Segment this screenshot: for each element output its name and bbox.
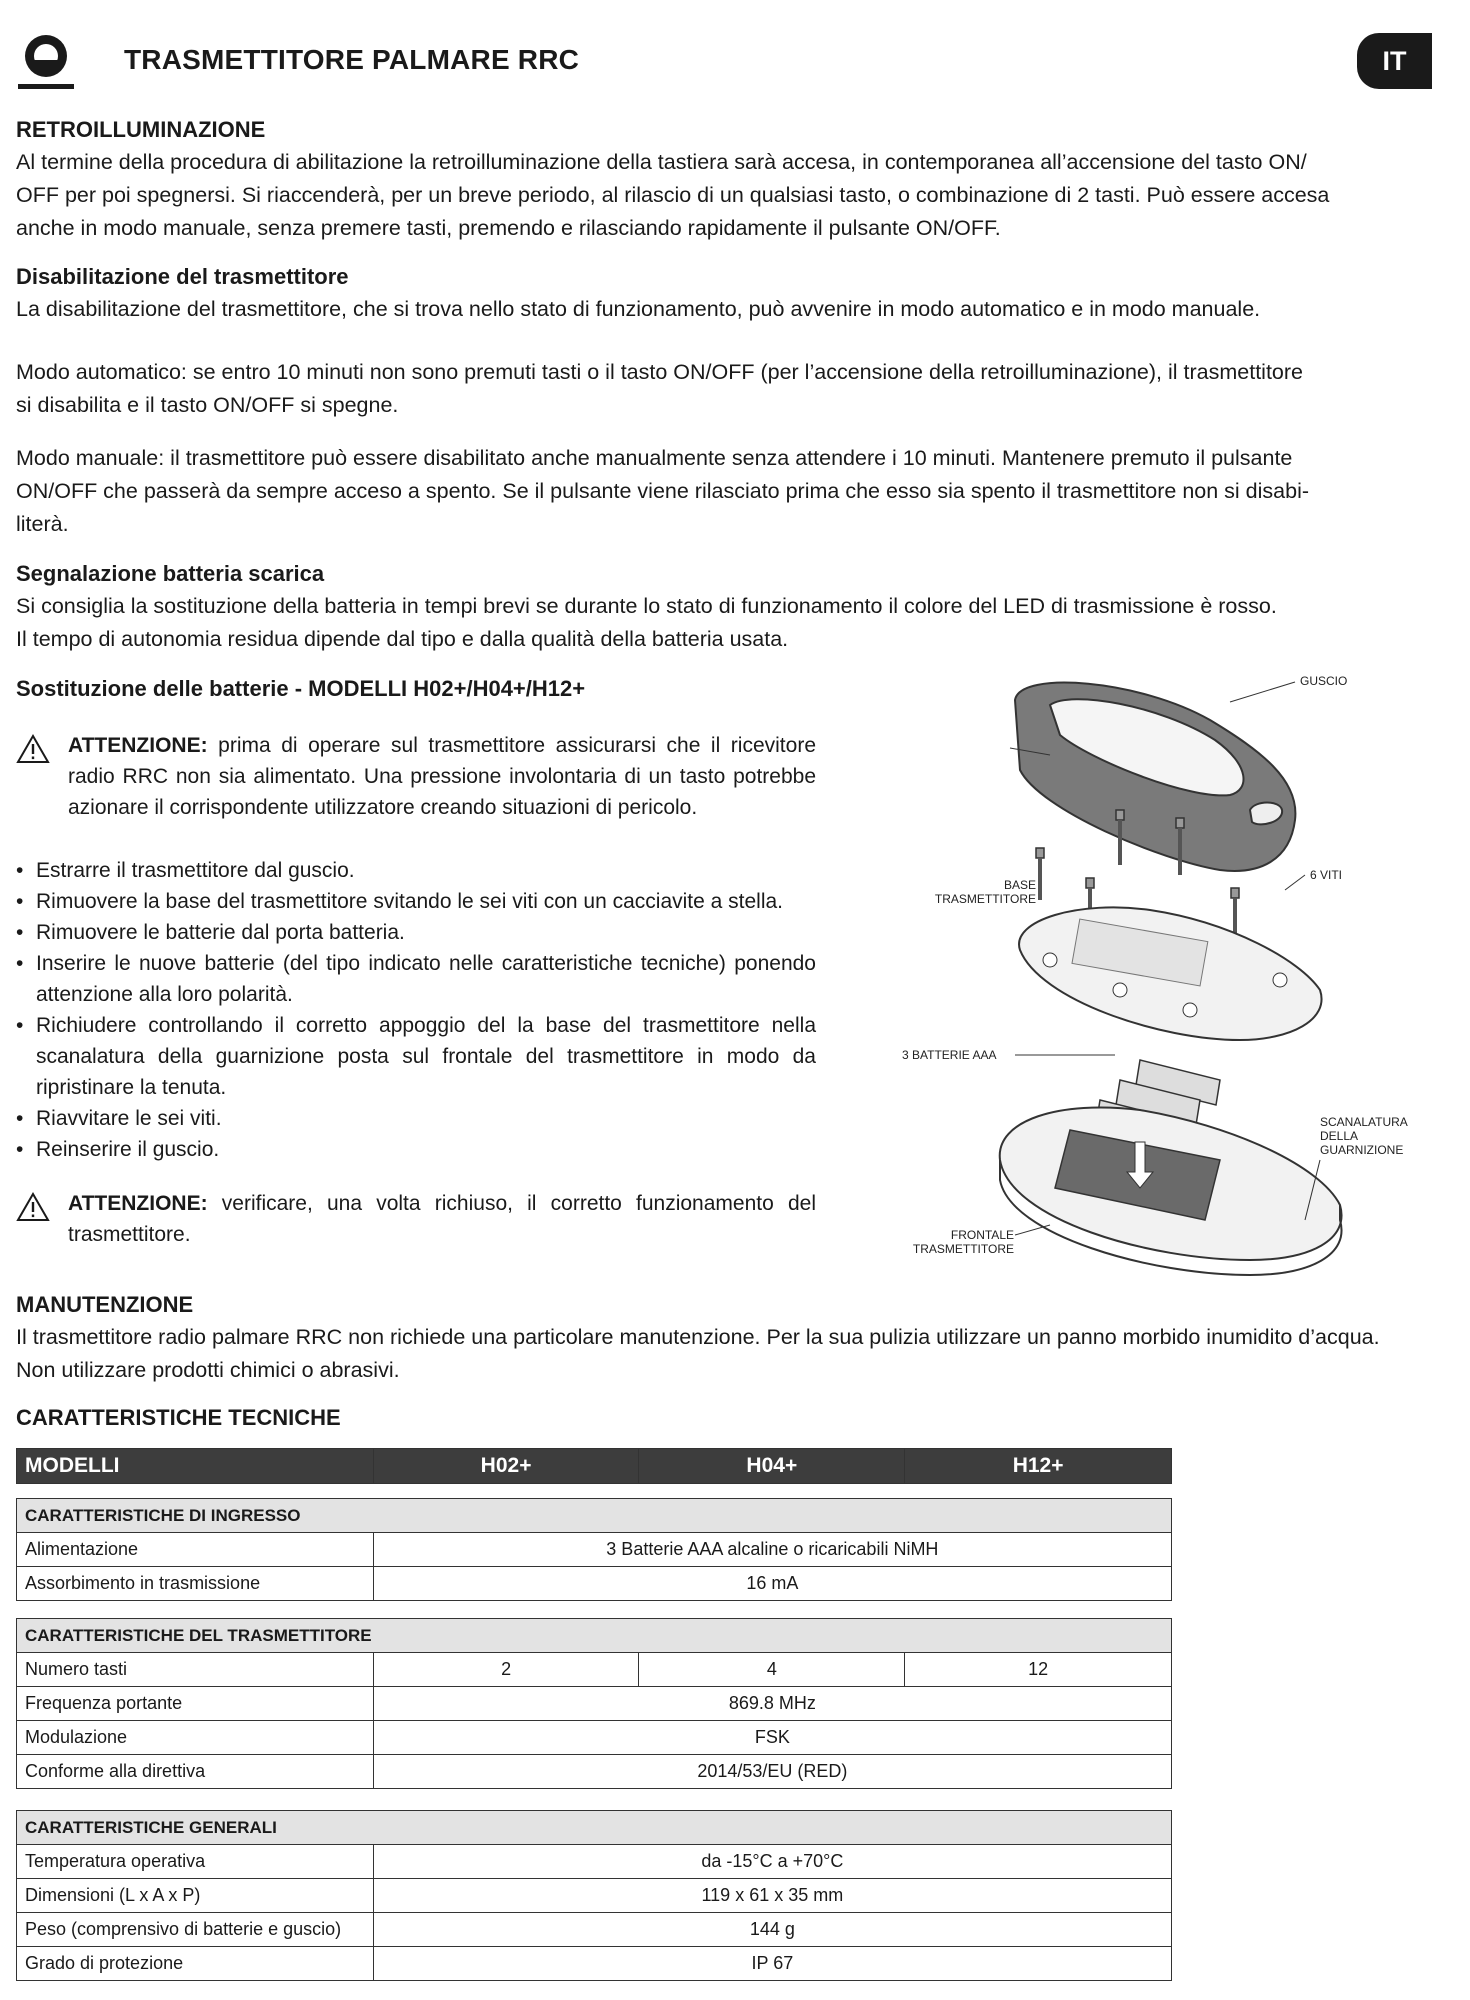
warning-text: verificare, una volta richiuso, il corretto funzionamento del trasmettitore. xyxy=(68,1192,816,1246)
warning-label: ATTENZIONE: xyxy=(68,1192,208,1215)
label-tre-batterie: 3 BATTERIE AAA xyxy=(902,1048,997,1062)
paragraph-line: anche in modo manuale, senza premere tasti, premendo e rilasciando rapidamente il pulsante ON/OFF. xyxy=(16,216,1001,240)
warning-block-2 xyxy=(16,1188,816,1250)
list-item: • Riavvitare le sei viti. xyxy=(16,1103,816,1134)
table-cell: Temperatura operativa xyxy=(17,1845,374,1879)
models-header-table xyxy=(16,1448,1172,1484)
table-group-label: CARATTERISTICHE DEL TRASMETTITORE xyxy=(17,1619,1172,1653)
table-cell: Dimensioni (L x A x P) xyxy=(17,1879,374,1913)
table-row xyxy=(17,1653,1172,1687)
list-item: • Reinserire il guscio. xyxy=(16,1134,816,1165)
list-item: • Rimuovere la base del trasmettitore svitando le sei viti con un cacciavite a stella. xyxy=(16,886,816,917)
table-cell: Numero tasti xyxy=(17,1653,374,1687)
table-cell: Alimentazione xyxy=(17,1533,374,1567)
paragraph-line: Il trasmettitore radio palmare RRC non richiede una particolare manutenzione. Per la sua pulizia utilizzare un panno morbido inumidito d’acqua. xyxy=(16,1325,1380,1349)
table-cell: Assorbimento in trasmissione xyxy=(17,1567,374,1601)
table-row xyxy=(17,1721,1172,1755)
table-cell: 2014/53/EU (RED) xyxy=(373,1755,1171,1789)
table-row xyxy=(17,1811,1172,1845)
brand-logo xyxy=(14,30,78,94)
table-group-label: CARATTERISTICHE DI INGRESSO xyxy=(17,1499,1172,1533)
table-row xyxy=(17,1845,1172,1879)
warning-block-1 xyxy=(16,730,816,823)
section-manutenzione xyxy=(16,1288,1380,1387)
table-cell: Grado di protezione xyxy=(17,1947,374,1981)
input-specs-table xyxy=(16,1498,1172,1601)
section-heading: Sostituzione delle batterie - MODELLI H02+/H04+/H12+ xyxy=(16,676,586,701)
shell-drawing xyxy=(1015,683,1295,871)
table-cell: H12+ xyxy=(905,1449,1172,1484)
base-drawing xyxy=(1019,907,1322,1040)
warning-icon xyxy=(16,734,50,764)
table-row xyxy=(17,1619,1172,1653)
table-cell: 3 Batterie AAA alcaline o ricaricabili NiMH xyxy=(373,1533,1171,1567)
paragraph-modo-manuale xyxy=(16,442,1309,541)
table-cell: 12 xyxy=(905,1653,1172,1687)
table-group-label: CARATTERISTICHE GENERALI xyxy=(17,1811,1172,1845)
label-base-trasmettitore: BASE TRASMETTITORE xyxy=(934,878,1036,906)
table-cell: H04+ xyxy=(639,1449,905,1484)
warning-label: ATTENZIONE: xyxy=(68,734,208,757)
table-cell: da -15°C a +70°C xyxy=(373,1845,1171,1879)
warning-text: prima di operare sul trasmettitore assicurarsi che il ricevitore radio RRC non sia alimentato. Una pressione involontaria di un tasto potrebbe azionare il corrispondente utilizzatore creando situazioni di pericolo. xyxy=(68,734,816,819)
list-item: • Richiudere controllando il corretto appoggio del la base del trasmettitore nella scanalatura della guarnizione posta sul frontale del trasmettitore in modo da ripristinare la tenuta. xyxy=(16,1010,816,1103)
table-cell: H02+ xyxy=(373,1449,639,1484)
paragraph-line: Al termine della procedura di abilitazione la retroilluminazione della tastiera sarà accesa, in contemporanea all’accensione del tasto ON/ xyxy=(16,150,1307,174)
label-scanalatura-guarnizione: SCANALATURA DELLA GUARNIZIONE xyxy=(1320,1115,1408,1157)
table-cell: Conforme alla direttiva xyxy=(17,1755,374,1789)
table-row xyxy=(17,1947,1172,1981)
label-frontale-trasmettitore: FRONTALE TRASMETTITORE xyxy=(912,1228,1014,1256)
table-cell: 16 mA xyxy=(373,1567,1171,1601)
section-heading: MANUTENZIONE xyxy=(16,1292,194,1317)
table-cell: 4 xyxy=(639,1653,905,1687)
paragraph-line: Il tempo di autonomia residua dipende dal tipo e dalla qualità della batteria usata. xyxy=(16,627,789,651)
general-specs-table xyxy=(16,1810,1172,1981)
paragraph-line: OFF per poi spegnersi. Si riaccenderà, per un breve periodo, al rilascio di un qualsiasi tasto, o combinazione di 2 tasti. Può essere accesa xyxy=(16,183,1330,207)
transmitter-specs-table xyxy=(16,1618,1172,1789)
section-heading: Disabilitazione del trasmettitore xyxy=(16,264,349,289)
table-row xyxy=(17,1913,1172,1947)
table-cell: MODELLI xyxy=(17,1449,374,1484)
table-cell: Peso (comprensivo di batterie e guscio) xyxy=(17,1913,374,1947)
table-cell: Modulazione xyxy=(17,1721,374,1755)
table-cell: Frequenza portante xyxy=(17,1687,374,1721)
transmitter-exploded-drawing xyxy=(900,660,1460,1290)
table-row xyxy=(17,1567,1172,1601)
exploded-view-figure xyxy=(900,660,1460,1290)
table-row xyxy=(17,1533,1172,1567)
specs-title: CARATTERISTICHE TECNICHE xyxy=(16,1405,341,1430)
list-item: • Inserire le nuove batterie (del tipo indicato nelle caratteristiche tecniche) ponendo attenzione alla loro polarità. xyxy=(16,948,816,1010)
paragraph-line: La disabilitazione del trasmettitore, che si trova nello stato di funzionamento, può avvenire in modo automatico e in modo manuale. xyxy=(16,297,1261,321)
list-item: • Rimuovere le batterie dal porta batteria. xyxy=(16,917,816,948)
table-row xyxy=(17,1879,1172,1913)
paragraph-line: Modo manuale: il trasmettitore può essere disabilitato anche manualmente senza attendere i 10 minuti. Mantenere premuto il pulsante xyxy=(16,446,1293,470)
table-cell: 869.8 MHz xyxy=(373,1687,1171,1721)
table-cell: 2 xyxy=(373,1653,639,1687)
paragraph-line: ON/OFF che passerà da sempre acceso a spento. Se il pulsante viene rilasciato prima che esso sia spento il trasmettitore non si disabi- xyxy=(16,479,1310,503)
paragraph-line: literà. xyxy=(16,512,69,536)
table-row xyxy=(17,1687,1172,1721)
paragraph-modo-automatico xyxy=(16,356,1303,422)
document-title: TRASMETTITORE PALMARE RRC xyxy=(124,44,580,75)
warning-icon xyxy=(16,1192,50,1222)
list-item: • Estrarre il trasmettitore dal guscio. xyxy=(16,855,816,886)
table-cell: 119 x 61 x 35 mm xyxy=(373,1879,1171,1913)
paragraph-line: Non utilizzare prodotti chimici o abrasivi. xyxy=(16,1358,400,1382)
table-row xyxy=(17,1449,1172,1484)
paragraph-line: Si consiglia la sostituzione della batteria in tempi brevi se durante lo stato di funzionamento il colore del LED di trasmissione è rosso. xyxy=(16,594,1277,618)
table-cell: IP 67 xyxy=(373,1947,1171,1981)
paragraph-line: si disabilita e il tasto ON/OFF si spegne. xyxy=(16,393,399,417)
section-disabilitazione xyxy=(16,260,1260,326)
section-heading: Segnalazione batteria scarica xyxy=(16,561,325,586)
table-cell: FSK xyxy=(373,1721,1171,1755)
table-cell: 144 g xyxy=(373,1913,1171,1947)
label-sei-viti: 6 VITI xyxy=(1310,868,1343,882)
section-sostituzione xyxy=(16,672,585,705)
front-drawing xyxy=(1000,1107,1342,1275)
table-row xyxy=(17,1499,1172,1533)
table-row xyxy=(17,1755,1172,1789)
label-guscio: GUSCIO xyxy=(1300,674,1348,688)
paragraph-line: Modo automatico: se entro 10 minuti non sono premuti tasti o il tasto ON/OFF (per l’accensione della retroilluminazione), il trasmettitore xyxy=(16,360,1303,384)
steps-list xyxy=(16,855,816,1165)
language-badge: IT xyxy=(1357,33,1432,89)
section-batteria-scarica xyxy=(16,557,1277,656)
section-retroilluminazione xyxy=(16,113,1329,245)
section-heading: RETROILLUMINAZIONE xyxy=(16,117,266,142)
